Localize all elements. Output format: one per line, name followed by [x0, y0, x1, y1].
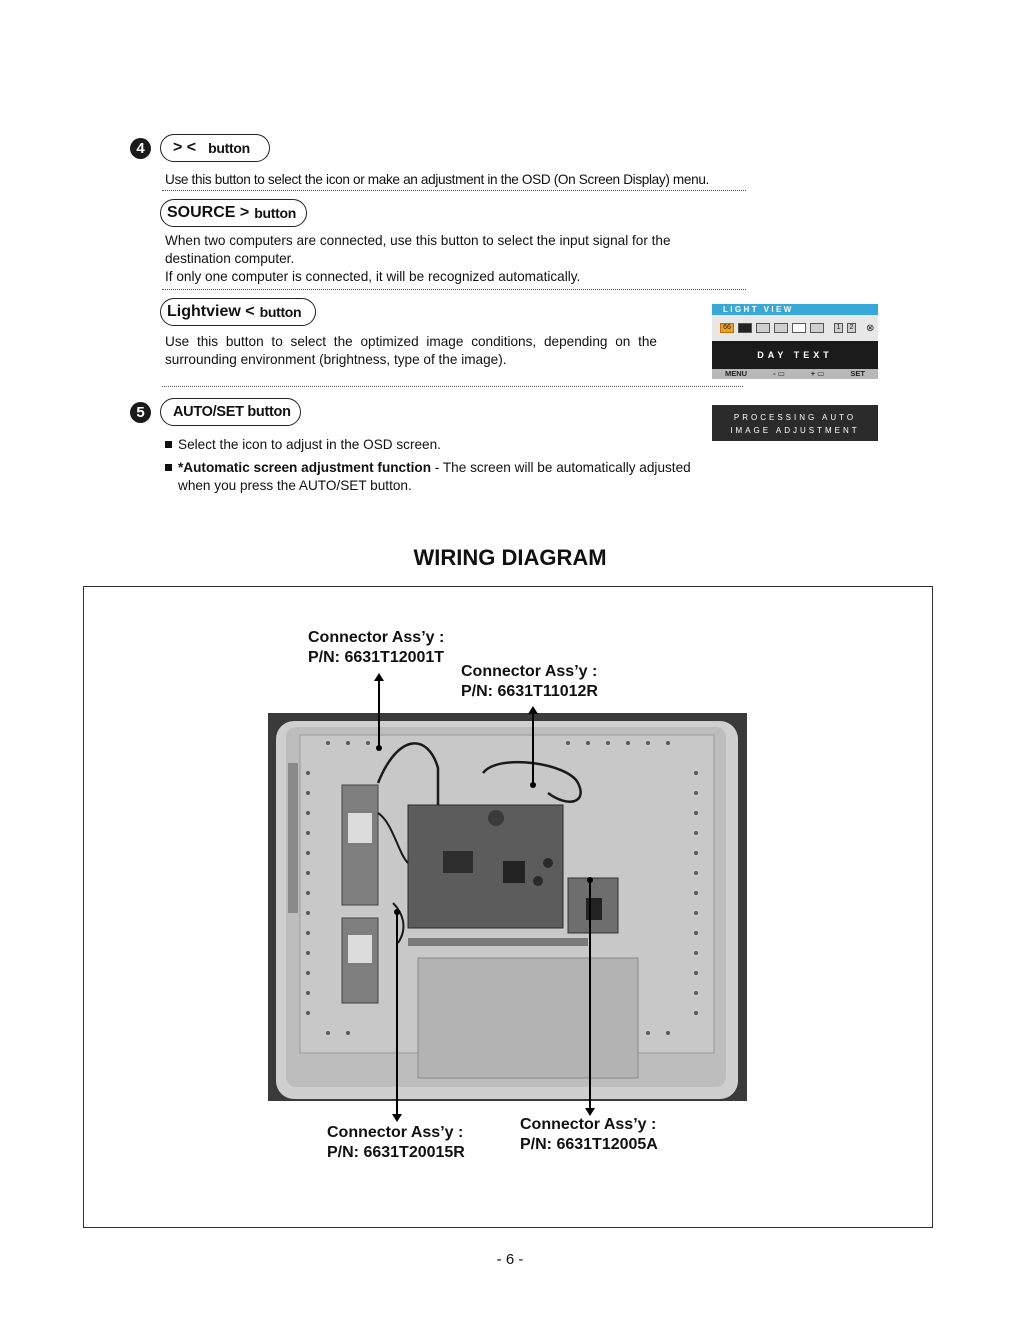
lightview-description	[165, 333, 657, 369]
osd-mode-icon-selected: 66	[720, 323, 734, 333]
osd-slot-1-icon: 1	[834, 323, 843, 333]
source-symbol: SOURCE >	[167, 204, 250, 221]
osd-footer-set: SET	[850, 369, 865, 378]
bullet-select-icon	[165, 436, 441, 454]
osd-monitor-icon	[738, 323, 752, 333]
source-desc-line-1: When two computers are connected, use this button to select the input signal for the	[165, 233, 671, 248]
source-description	[165, 232, 745, 286]
arrows-button-label	[160, 134, 270, 162]
osd-picture-icon	[774, 323, 788, 333]
osd-lightview-header: LIGHT VIEW	[712, 304, 878, 315]
lightview-suffix: button	[259, 304, 302, 320]
bullet2-bold-text: *Automatic screen adjustment function	[178, 460, 432, 475]
osd-processing-panel	[712, 405, 878, 441]
wiring-diagram-title: WIRING DIAGRAM	[413, 545, 607, 570]
osd-text-icon	[792, 323, 806, 333]
step-number-5: 5	[130, 402, 151, 423]
bullet-auto-adjust	[165, 459, 745, 495]
connector-1-pn: P/N: 6631T12001T	[308, 649, 445, 666]
osd-icon-row	[712, 315, 878, 341]
arrows-symbol: > <	[173, 139, 197, 156]
connector-2-title: Connector Ass’y :	[461, 663, 598, 680]
source-button-label	[160, 199, 307, 227]
bullet-square-icon	[165, 464, 172, 471]
arrows-description: Use this button to select the icon or make an adjustment in the OSD (On Screen Display) menu.	[165, 172, 709, 187]
bullet2-line-2: when you press the AUTO/SET button.	[178, 478, 412, 493]
osd-footer-menu: MENU	[725, 369, 748, 378]
connector-label-2	[461, 662, 598, 702]
bullet-square-icon	[165, 441, 172, 448]
step-number-4: 4	[130, 138, 151, 159]
connector-label-4	[520, 1115, 658, 1155]
osd-document-icon	[810, 323, 824, 333]
lightview-symbol: Lightview <	[167, 303, 255, 320]
lightview-button-label	[160, 298, 316, 326]
source-suffix: button	[254, 205, 296, 221]
connector-1-title: Connector Ass’y :	[308, 629, 445, 646]
connector-2-pn: P/N: 6631T11012R	[461, 683, 598, 700]
osd-mode-text: DAY TEXT	[712, 341, 878, 369]
autoset-text: AUTO/SET button	[173, 404, 291, 420]
arrows-suffix: button	[208, 140, 250, 156]
osd-lightview-panel	[712, 304, 878, 379]
divider	[162, 190, 746, 191]
connector-3-pn: P/N: 6631T20015R	[327, 1144, 465, 1161]
osd-exit-icon: ⊗	[866, 322, 875, 334]
divider	[162, 386, 743, 387]
connector-3-title: Connector Ass’y :	[327, 1124, 464, 1141]
bullet1-text: Select the icon to adjust in the OSD screen.	[178, 437, 441, 452]
osd-processing-line-1: PROCESSING AUTO	[733, 413, 857, 422]
connector-label-1	[308, 628, 444, 668]
autoset-button-label	[160, 398, 301, 426]
bullet2-rest-text: - The screen will be automatically adjusted	[431, 460, 691, 475]
osd-footer-minus: - ▭	[773, 369, 785, 378]
osd-footer-plus: + ▭	[810, 369, 825, 378]
osd-slot-2-icon: 2	[847, 323, 856, 333]
source-desc-line-2: destination computer.	[165, 251, 295, 266]
source-desc-line-3: If only one computer is connected, it will be recognized automatically.	[165, 269, 581, 284]
connector-4-title: Connector Ass’y :	[520, 1116, 657, 1133]
connector-label-3	[327, 1123, 465, 1163]
lightview-desc-line-1: Use this button to select the optimized image conditions, depending on the	[165, 334, 657, 349]
osd-footer	[712, 369, 878, 379]
monitor-rear-illustration	[268, 713, 747, 1101]
page-number: - 6 -	[496, 1251, 524, 1268]
connector-4-pn: P/N: 6631T12005A	[520, 1136, 658, 1153]
lightview-desc-line-2: surrounding environment (brightness, type of the image).	[165, 352, 507, 367]
divider	[162, 289, 746, 290]
osd-movie-icon	[756, 323, 770, 333]
osd-processing-line-2: IMAGE ADJUSTMENT	[730, 426, 860, 435]
monitor-rear-photo	[268, 713, 747, 1101]
